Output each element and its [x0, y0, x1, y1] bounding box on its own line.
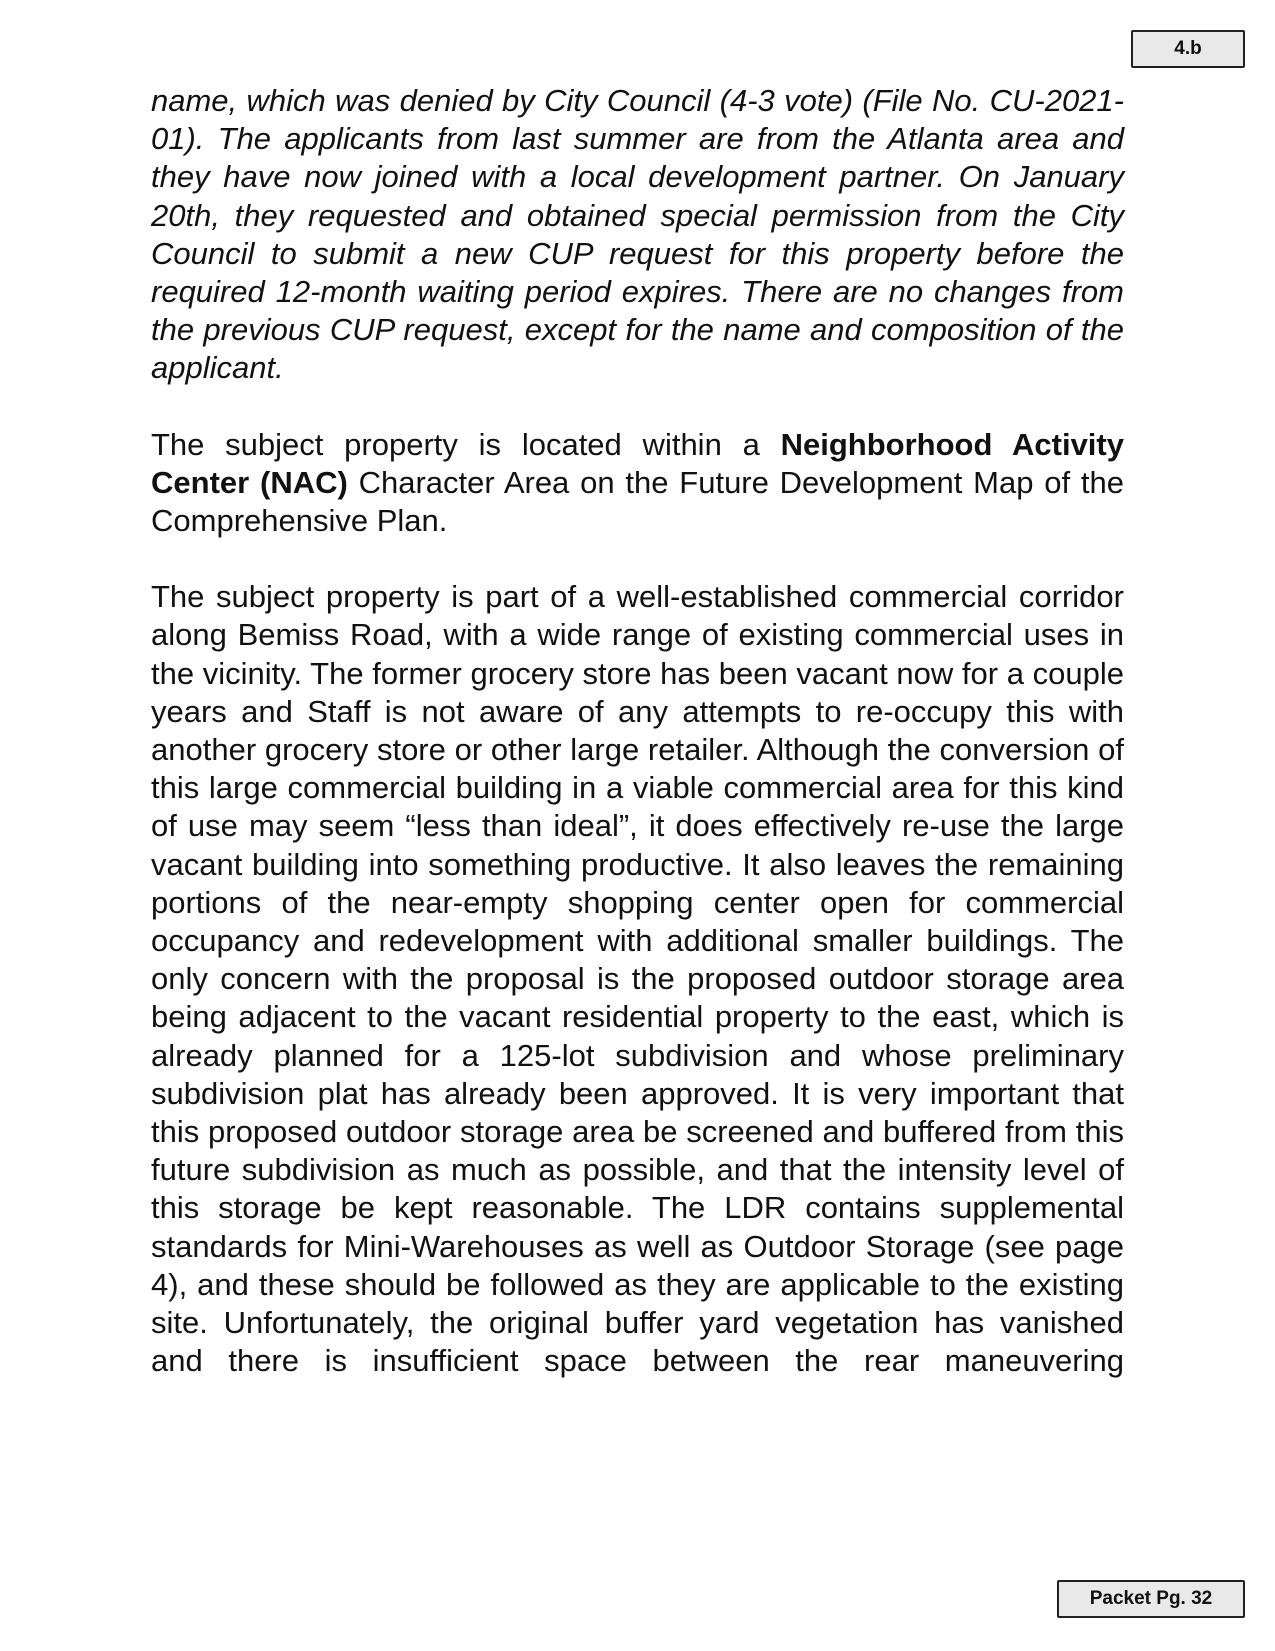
- section-tag: 4.b: [1131, 30, 1245, 68]
- packet-page-label: Packet Pg. 32: [1057, 1580, 1245, 1618]
- location-text-after: Character Area on the Future Development Map of the Comprehensive Plan.: [151, 464, 1124, 539]
- paragraph-location: [151, 426, 1124, 541]
- paragraph-analysis: The subject property is part of a well-established commercial corridor along Bemiss Road, with a wide range of existing commercial uses in the vicinity. The former grocery store has been vacant now for a couple years and Staff is not aware of any attempts to re-occupy this with another grocery store or other large retailer. Although the conversion of this large commercial building in a viable commercial area for this kind of use may seem “less than ideal”, it does effectively re-use the large vacant building into something productive. It also leaves the remaining portions of the near-empty shopping center open for commercial occupancy and redevelopment with additional smaller buildings. The only concern with the proposal is the proposed outdoor storage area being adjacent to the vacant residential property to the east, which is already planned for a 125-lot subdivision and whose preliminary subdivision plat has already been approved. It is very important that this proposed outdoor storage area be screened and buffered from this future subdivision as much as possible, and that the intensity level of this storage be kept reasonable. The LDR contains supplemental standards for Mini-Warehouses as well as Outdoor Storage (see page 4), and these should be followed as they are applicable to the existing site. Unfortunately, the original buffer yard vegetation has vanished and there is insufficient space between the rear maneuvering: [151, 579, 1124, 1379]
- document-body: [151, 82, 1124, 1381]
- paragraph-intro: name, which was denied by City Council (4-3 vote) (File No. CU-2021-01). The applicants from last summer are from the Atlanta area and they have now joined with a local development partner. On January 20th, they requested and obtained special permission from the City Council to submit a new CUP request for this property before the required 12-month waiting period expires. There are no changes from the previous CUP request, except for the name and composition of the applicant.: [151, 83, 1124, 386]
- character-area-name: Neighborhood Activity Center (NAC): [151, 426, 1124, 500]
- location-text-before: The subject property is located within a: [151, 426, 781, 462]
